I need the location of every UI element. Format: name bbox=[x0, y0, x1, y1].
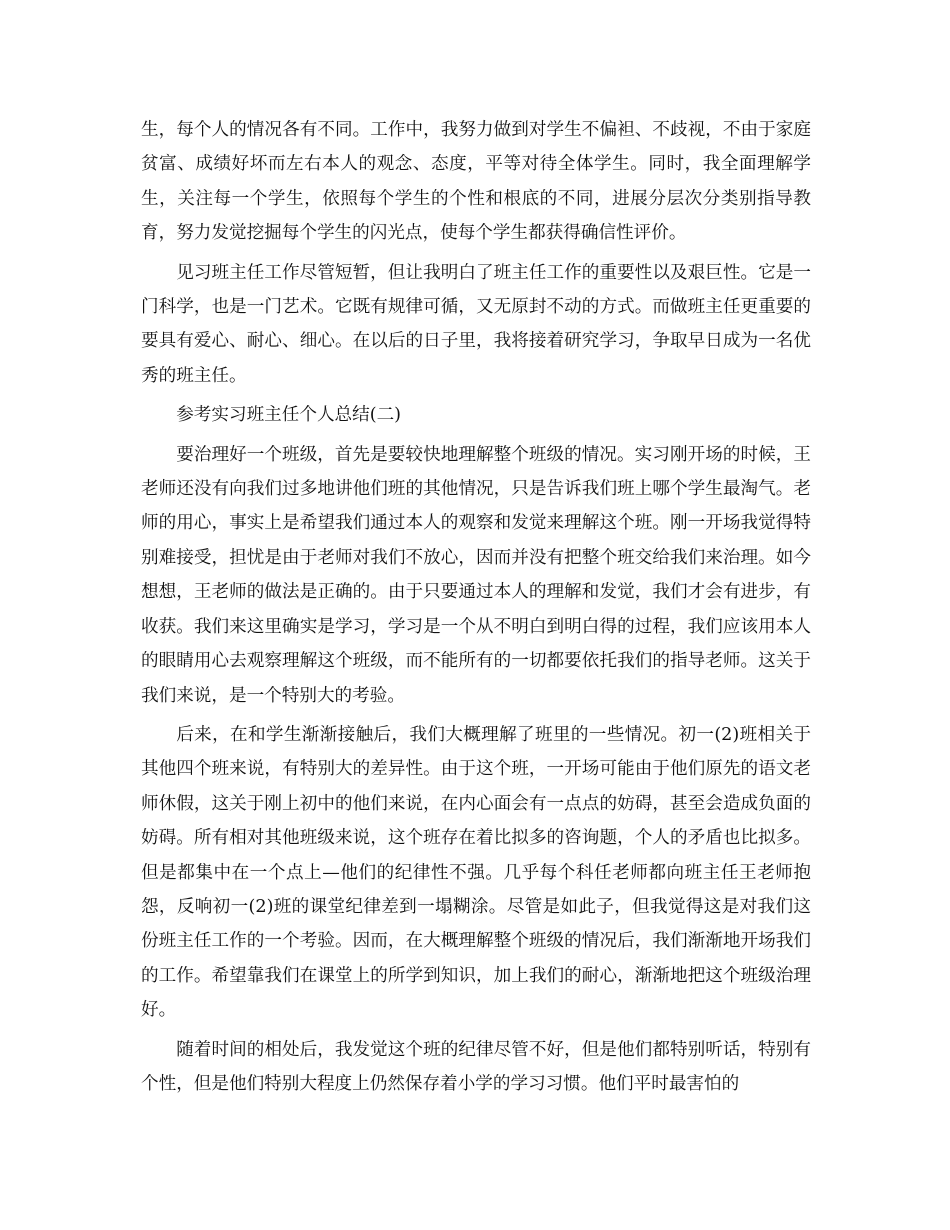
paragraph: 随着时间的相处后，我发觉这个班的纪律尽管不好，但是他们都特别听话，特别有个性，但是他们特别大程度上仍然保存着小学的学习习惯。他们平时最害怕的 bbox=[141, 1039, 811, 1094]
paragraph: 见习班主任工作尽管短暂，但让我明白了班主任工作的重要性以及艰巨性。它是一门科学，也是一门艺术。它既有规律可循，又无原封不动的方式。而做班主任更重要的要具有爱心、耐心、细心。在以后的日子里，我将接着研究学习，争取早日成为一名优秀的班主任。 bbox=[141, 262, 811, 386]
paragraph-continued: 生，每个人的情况各有不同。工作中，我努力做到对学生不偏袒、不歧视，不由于家庭贫富、成绩好坏而左右本人的观念、态度，平等对待全体学生。同时，我全面理解学生，关注每一个学生，依照每个学生的个性和根底的不同，进展分层次分类别指导教育，努力发觉挖掘每个学生的闪光点，使每个学生都获得确信性评价。 bbox=[141, 120, 811, 244]
paragraph: 要治理好一个班级，首先是要较快地理解整个班级的情况。实习刚开场的时候，王老师还没有向我们过多地讲他们班的其他情况，只是告诉我们班上哪个学生最淘气。老师的用心，事实上是希望我们通过本人的观察和发觉来理解这个班。刚一开场我觉得特别难接受，担忧是由于老师对我们不放心，因而并没有把整个班交给我们来治理。如今想想，王老师的做法是正确的。由于只要通过本人的理解和发觉，我们才会有进步，有收获。我们来这里确实是学习，学习是一个从不明白到明白得的过程，我们应该用本人的眼睛用心去观察理解这个班级，而不能所有的一切都要依托我们的指导老师。这关于我们来说，是一个特别大的考验。 bbox=[141, 444, 811, 706]
document-body bbox=[141, 113, 811, 1106]
paragraph: 后来，在和学生渐渐接触后，我们大概理解了班里的一些情况。初一(2)班相关于其他四个班来说，有特别大的差异性。由于这个班，一开场可能由于他们原先的语文老师休假，这关于刚上初中的他们来说，在内心面会有一点点的妨碍，甚至会造成负面的妨碍。所有相对其他班级来说，这个班存在着比拟多的咨询题，个人的矛盾也比拟多。但是都集中在一个点上—他们的纪律性不强。几乎每个科任老师都向班主任王老师抱怨，反响初一(2)班的课堂纪律差到一塌糊涂。尽管是如此子，但我觉得这是对我们这份班主任工作的一个考验。因而，在大概理解整个班级的情况后，我们渐渐地开场我们的工作。希望靠我们在课堂上的所学到知识，加上我们的耐心，渐渐地把这个班级治理好。 bbox=[141, 724, 811, 1021]
section-heading: 参考实习班主任个人总结(二) bbox=[176, 405, 402, 426]
